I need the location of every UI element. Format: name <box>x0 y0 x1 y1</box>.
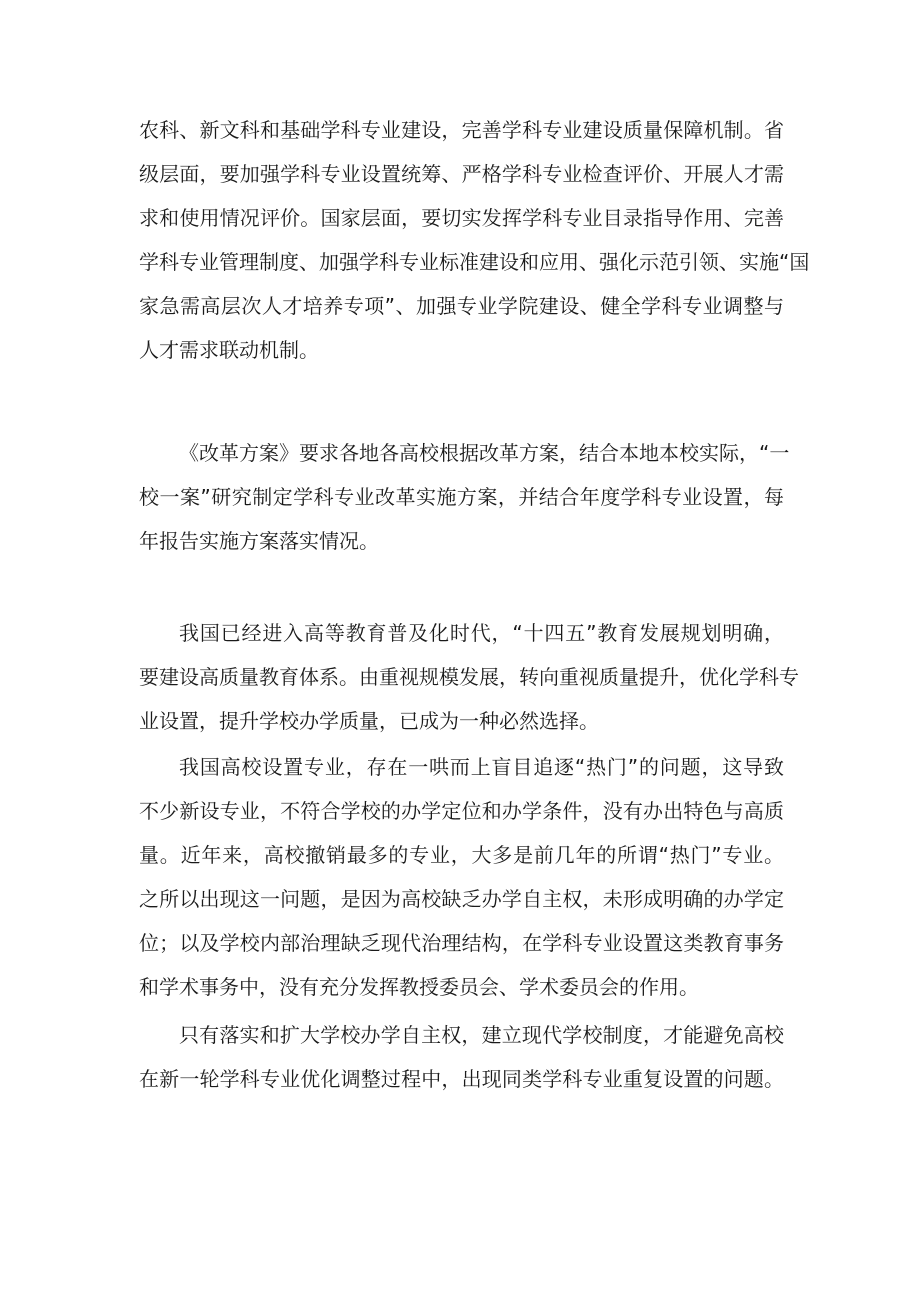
text-line: 只有落实和扩大学校办学自主权，建立现代学校制度，才能避免高校 <box>179 1023 784 1047</box>
text-line: 和学术事务中，没有充分发挥教授委员会、学术委员会的作用。 <box>139 975 699 999</box>
paragraph-1 <box>139 108 810 372</box>
text-line: 不少新设专业，不符合学校的办学定位和办学条件，没有办出特色与高质 <box>139 799 784 823</box>
text-line: 业设置，提升学校办学质量，已成为一种必然选择。 <box>139 709 599 733</box>
text-line: 农科、新文科和基础学科专业建设，完善学科专业建设质量保障机制。省 <box>139 118 784 142</box>
text-line: 人才需求联动机制。 <box>139 338 319 362</box>
text-line: 要建设高质量教育体系。由重视规模发展，转向重视质量提升，优化学科专 <box>139 665 799 689</box>
text-line: 之所以出现这一问题，是因为高校缺乏办学自主权，未形成明确的办学定 <box>139 887 784 911</box>
text-line: 我国高校设置专业，存在一哄而上盲目追逐“热门”的问题，这导致 <box>179 755 784 779</box>
text-line: 级层面，要加强学科专业设置统筹、严格学科专业检查评价、开展人才需 <box>139 162 784 186</box>
text-line: 在新一轮学科专业优化调整过程中，出现同类学科专业重复设置的问题。 <box>139 1067 784 1091</box>
text-line: 求和使用情况评价。国家层面，要切实发挥学科专业目录指导作用、完善 <box>139 206 784 230</box>
text-line: 《改革方案》要求各地各高校根据改革方案，结合本地本校实际，“一 <box>179 441 790 465</box>
paragraph-2 <box>139 431 790 563</box>
text-line: 位；以及学校内部治理缺乏现代治理结构，在学科专业设置这类教育事务 <box>139 931 784 955</box>
paragraph-5 <box>139 1013 784 1101</box>
text-line: 量。近年来，高校撤销最多的专业，大多是前几年的所谓“热门”专业。 <box>139 843 784 867</box>
text-line: 我国已经进入高等教育普及化时代，“十四五”教育发展规划明确， <box>179 621 784 645</box>
text-line: 学科专业管理制度、加强学科专业标准建设和应用、强化示范引领、实施“国 <box>139 250 810 274</box>
text-line: 年报告实施方案落实情况。 <box>139 529 379 553</box>
paragraph-3 <box>139 611 799 743</box>
paragraph-4 <box>139 745 784 1009</box>
text-line: 家急需高层次人才培养专项”、加强专业学院建设、健全学科专业调整与 <box>139 294 784 318</box>
text-line: 校一案”研究制定学科专业改革实施方案，并结合年度学科专业设置，每 <box>139 485 784 509</box>
